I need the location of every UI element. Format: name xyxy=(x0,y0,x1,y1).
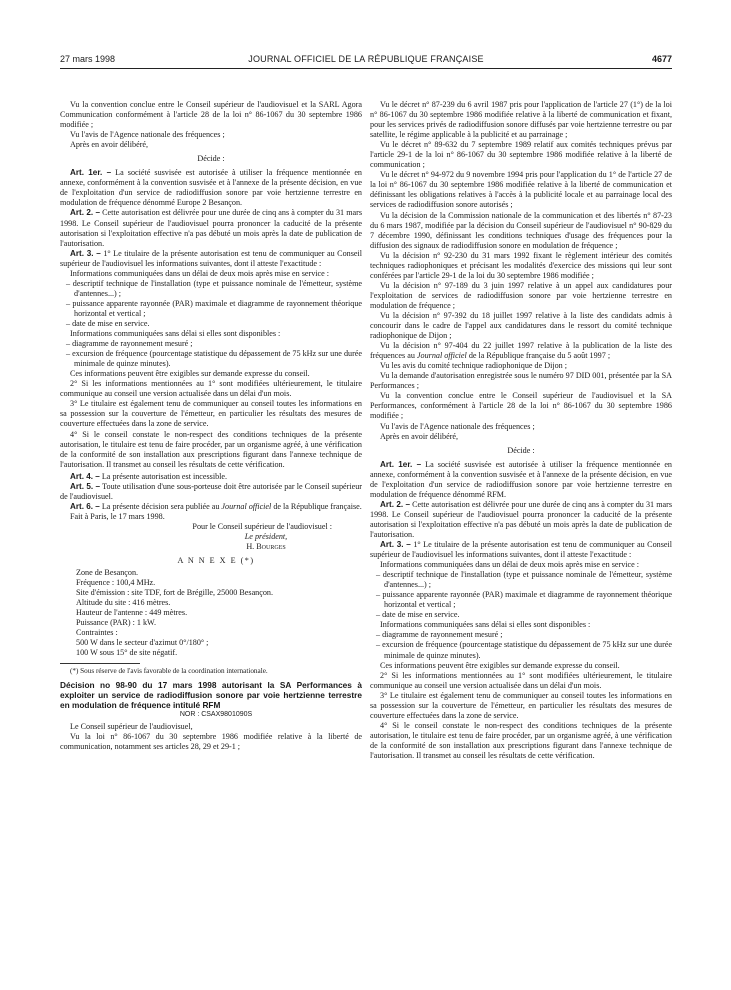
article-4 xyxy=(60,472,362,482)
paragraph: Vu la loi n° 86-1067 du 30 septembre 1986 modifiée relative à la liberté de communication, notamment ses articles 28, 29 et 29-1 ; xyxy=(60,731,362,751)
article-5 xyxy=(60,482,362,502)
annex-line: Zone de Besançon. xyxy=(76,568,139,578)
paragraph: Vu le décret n° 87-239 du 6 avril 1987 pris pour l'application de l'article 27 (1°) de la loi n° 86-1067 du 30 septembre 1986 modifiée relative à la liberté de communication et fixant, pour les services privés de radiodiffusion sonore diffusés par voie hertzienne terrestre ou par satellite, le régime applicable à la publicité et au parrainage ; xyxy=(370,100,672,140)
paragraph-text: Vu la décision n° 97-404 du 22 juillet 1997 relative à la publication de la liste des fréquences au xyxy=(370,341,672,361)
article-text: La société susvisée est autorisée à utiliser la fréquence mentionnée en annexe, conformément à la convention susvisée et à l'annexe de la présente décision, en vue de l'exploitation d'un service de radiodiffusion sonore par voie hertzienne terrestre en modulation de fréquence dénommé Europe 2 Besançon. xyxy=(60,168,362,208)
paragraph xyxy=(370,341,672,361)
article-3 xyxy=(370,540,672,560)
article-italic: Journal officiel xyxy=(221,501,272,511)
page-header xyxy=(60,54,672,68)
article-label: Art. 1er. – xyxy=(70,168,112,178)
article-text: La présente autorisation est incessible. xyxy=(101,471,228,481)
article-6 xyxy=(60,502,362,512)
annex-line: Fréquence : 100,4 MHz. xyxy=(76,578,156,588)
paragraph: Vu la décision de la Commission nationale de la communication et des libertés n° 87-23 du 6 mars 1987, modifiée par la décision du Conseil supérieur de l'audiovisuel n° 90-829 du 7 décembre 1990, définissant les conditions techniques d'usage des fréquences pour la diffusion des signaux de radiodiffusion sonore en modulation de fréquence ; xyxy=(370,210,672,250)
paragraph: Vu les avis du comité technique radiophonique de Dijon ; xyxy=(380,361,568,371)
paragraph: Vu la demande d'autorisation enregistrée sous le numéro 97 DID 001, présentée par la SA Performances ; xyxy=(370,371,672,391)
article-1 xyxy=(370,460,672,500)
article-text: de la République française. xyxy=(273,501,362,511)
footnote: (*) Sous réserve de l'avis favorable de la coordination internationale. xyxy=(70,666,268,675)
article-text: 1° Le titulaire de la présente autorisation est tenu de communiquer au Conseil supérieur de l'audiovisuel les informations suivantes, dont il atteste l'exactitude : xyxy=(370,540,673,560)
list-item: – descriptif technique de l'installation (type et puissance nominale de l'émetteur, système d'antennes...) ; xyxy=(66,278,362,298)
article-label: Art. 1er. – xyxy=(380,459,422,469)
right-column xyxy=(370,100,672,761)
article-text: La présente décision sera publiée au xyxy=(101,501,220,511)
list-item: – date de mise en service. xyxy=(376,610,460,620)
article-label: Art. 3. – xyxy=(380,540,411,550)
paragraph: Informations communiquées sans délai si elles sont disponibles : xyxy=(380,620,591,630)
article-1 xyxy=(60,168,362,208)
paragraph: Ces informations peuvent être exigibles sur demande expresse du conseil. xyxy=(380,660,620,670)
list-item: – diagramme de rayonnement mesuré ; xyxy=(376,630,503,640)
paragraph: 2° Si les informations mentionnées au 1° sont modifiées ultérieurement, le titulaire communique au conseil une version actualisée dans un délai d'un mois. xyxy=(370,670,672,690)
paragraph: Après en avoir délibéré, xyxy=(70,140,149,150)
article-label: Art. 2. – xyxy=(380,499,410,509)
list-item: – descriptif technique de l'installation (type et puissance nominale de l'émetteur, système d'antennes...) ; xyxy=(376,570,672,590)
paragraph: Vu le décret n° 89-632 du 7 septembre 1989 relatif aux comités techniques prévus par l'article 29-1 de la loi n° 86-1067 du 30 septembre 1986 modifiée relative à la liberté de communication ; xyxy=(370,140,672,170)
header-title: JOURNAL OFFICIEL DE LA RÉPUBLIQUE FRANÇAISE xyxy=(248,54,484,64)
paragraph: 4° Si le conseil constate le non-respect des conditions techniques de la présente autorisation, le titulaire est tenu de faire procéder, par un organisme agréé, à une vérification de la conformité de son installation aux prescriptions figurant dans l'annexe technique de l'autorisation. Il transmet au conseil les résultats de cette vérification. xyxy=(60,429,362,469)
article-3 xyxy=(60,249,362,269)
paragraph: Vu la décision n° 92-230 du 31 mars 1992 fixant le règlement intérieur des comités techniques radiophoniques et précisant les modalités d'exercice des missions qui leur sont conférées par l'article 29-1 de la loi du 30 septembre 1986 modifiée ; xyxy=(370,250,672,280)
decide-heading: Décide : xyxy=(197,154,225,164)
list-item: – puissance apparente rayonnée (PAR) maximale et diagramme de rayonnement théorique horizontal et vertical ; xyxy=(66,298,362,318)
list-item: – excursion de fréquence (pourcentage statistique du dépassement de 75 kHz sur une durée minimale de quinze minutes). xyxy=(376,640,672,660)
annex-line: Contraintes : xyxy=(76,628,118,638)
article-label: Art. 4. – xyxy=(70,471,100,481)
paragraph: Vu la décision n° 97-392 du 18 juillet 1997 relative à la liste des candidats admis à concourir dans le cadre de l'appel aux candidatures dans le ressort du comité technique radiophonique de Dijon ; xyxy=(370,310,672,341)
paragraph: Vu le décret n° 94-972 du 9 novembre 1994 pris pour l'application du 1° de l'article 27 de la loi n° 86-1067 du 30 septembre 1986 modifiée relative à la liberté de communication et définissant les obligations relatives à l'accès à la publicité locale et au parrainage local des services de radiodiffusion sonore autorisés ; xyxy=(370,170,672,210)
paragraph: Informations communiquées sans délai si elles sont disponibles : xyxy=(70,329,281,339)
nor-reference: NOR : CSAX9801090S xyxy=(179,710,253,718)
annex-line: Site d'émission : site TDF, fort de Brégille, 25000 Besançon. xyxy=(76,588,273,598)
list-item: – puissance apparente rayonnée (PAR) maximale et diagramme de rayonnement théorique horizontal et vertical ; xyxy=(376,590,672,610)
header-rule xyxy=(60,68,672,69)
list-item: – diagramme de rayonnement mesuré ; xyxy=(66,339,193,349)
decide-heading: Décide : xyxy=(507,445,535,455)
article-text: 1° Le titulaire de la présente autorisation est tenu de communiquer au Conseil supérieur de l'audiovisuel les informations suivantes, dont il atteste l'exactitude : xyxy=(60,248,363,268)
article-text: La société susvisée est autorisée à utiliser la fréquence mentionnée en annexe, conformément à la convention susvisée et à l'annexe de la présente décision, en vue de l'exploitation d'un service de radiodiffusion sonore par voie hertzienne terrestre en modulation de fréquence dénommé RFM. xyxy=(370,459,672,499)
list-item: – excursion de fréquence (pourcentage statistique du dépassement de 75 kHz sur une durée minimale de quinze minutes). xyxy=(66,349,362,369)
paragraph: Informations communiquées dans un délai de deux mois après mise en service : xyxy=(380,560,640,570)
signature-title xyxy=(60,532,362,542)
paragraph: Le Conseil supérieur de l'audiovisuel, xyxy=(70,721,193,731)
paragraph: Vu l'avis de l'Agence nationale des fréquences ; xyxy=(70,130,225,140)
paragraph-italic: Journal officiel xyxy=(416,351,467,361)
paragraph: Vu la décision n° 97-189 du 3 juin 1997 relative à un appel aux candidatures pour l'exploitation de services de radiodiffusion sonore par voie hertzienne terrestre en modulation de fréquence ; xyxy=(370,280,672,310)
annex-line: 100 W sous 15° de site négatif. xyxy=(76,648,178,658)
article-2 xyxy=(60,208,362,248)
annex-line: 500 W dans le secteur d'azimut 0°/180° ; xyxy=(76,638,209,648)
paragraph-text: de la République française du 5 août 1997 ; xyxy=(468,351,611,361)
signature-line: Pour le Conseil supérieur de l'audiovisuel : xyxy=(192,521,332,531)
paragraph: Ces informations peuvent être exigibles sur demande expresse du conseil. xyxy=(70,369,310,379)
article-label: Art. 2. – xyxy=(70,208,100,218)
paragraph: Vu la convention conclue entre le Conseil supérieur de l'audiovisuel et la SA Performances, conformément à l'article 28 de la loi n° 86-1067 du 30 septembre 1986 modifiée ; xyxy=(370,391,672,421)
footnote-separator xyxy=(60,663,140,664)
fait-line: Fait à Paris, le 17 mars 1998. xyxy=(70,511,165,521)
article-text: Toute utilisation d'une sous-porteuse doit être autorisée par le Conseil supérieur de l'audiovisuel. xyxy=(60,481,363,501)
paragraph: Informations communiquées dans un délai de deux mois après mise en service : xyxy=(70,268,330,278)
annex-line: Puissance (PAR) : 1 kW. xyxy=(76,618,156,628)
signature-name: H. Bourges xyxy=(246,542,286,552)
paragraph: Vu la convention conclue entre le Conseil supérieur de l'audiovisuel et la SARL Agora Communication conformément à l'article 28 de la loi n° 86-1067 du 30 septembre 1986 modifiée ; xyxy=(60,100,362,130)
annex-title: A N N E X E (*) xyxy=(177,556,255,566)
decision-title: Décision no 98-90 du 17 mars 1998 autorisant la SA Performances à exploiter un service de radiodiffusion sonore par voie hertzienne terrestre en modulation de fréquence intitulé RFM xyxy=(60,679,362,710)
article-label: Art. 5. – xyxy=(70,481,101,491)
left-column xyxy=(60,100,362,752)
paragraph: 3° Le titulaire est également tenu de communiquer au conseil toutes les informations en sa possession sur la couverture de l'émetteur, en particulier les résultats des mesures de couverture effectuées dans la zone de service. xyxy=(60,399,362,429)
annex-line: Hauteur de l'antenne : 449 mètres. xyxy=(76,608,188,618)
signature-role: Le président, xyxy=(244,531,288,541)
article-2 xyxy=(370,500,672,540)
paragraph: Vu l'avis de l'Agence nationale des fréquences ; xyxy=(380,421,535,431)
header-page-number: 4677 xyxy=(651,54,672,64)
paragraph: Après en avoir délibéré, xyxy=(380,431,459,441)
header-date: 27 mars 1998 xyxy=(60,54,116,64)
paragraph: 4° Si le conseil constate le non-respect des conditions techniques de la présente autorisation, le titulaire est tenu de faire procéder, par un organisme agréé, à une vérification de la conformité de son installation aux prescriptions figurant dans l'annexe technique de l'autorisation. Il transmet au conseil les résultats de cette vérification. xyxy=(370,720,672,760)
article-label: Art. 6. – xyxy=(70,501,100,511)
paragraph: 2° Si les informations mentionnées au 1° sont modifiées ultérieurement, le titulaire communique au conseil une version actualisée dans un délai d'un mois. xyxy=(60,379,362,399)
annex-line: Altitude du site : 416 mètres. xyxy=(76,598,171,608)
paragraph: 3° Le titulaire est également tenu de communiquer au conseil toutes les informations en sa possession sur la couverture de l'émetteur, en particulier les résultats des mesures de couverture effectuées dans la zone de service. xyxy=(370,690,672,720)
article-label: Art. 3. – xyxy=(70,248,101,258)
article-text: Cette autorisation est délivrée pour une durée de cinq ans à compter du 31 mars 1998. Le Conseil supérieur de l'audiovisuel pourra prononcer la caducité de la présente autorisation si l'exploitation effective n'a pas débuté un mois après la date de publication de l'autorisation. xyxy=(370,499,672,539)
article-text: Cette autorisation est délivrée pour une durée de cinq ans à compter du 31 mars 1998. Le Conseil supérieur de l'audiovisuel pourra prononcer la caducité de la présente autorisation si l'exploitation effective n'a pas débuté un mois après la date de publication de l'autorisation. xyxy=(60,208,362,248)
list-item: – date de mise en service. xyxy=(66,318,150,328)
